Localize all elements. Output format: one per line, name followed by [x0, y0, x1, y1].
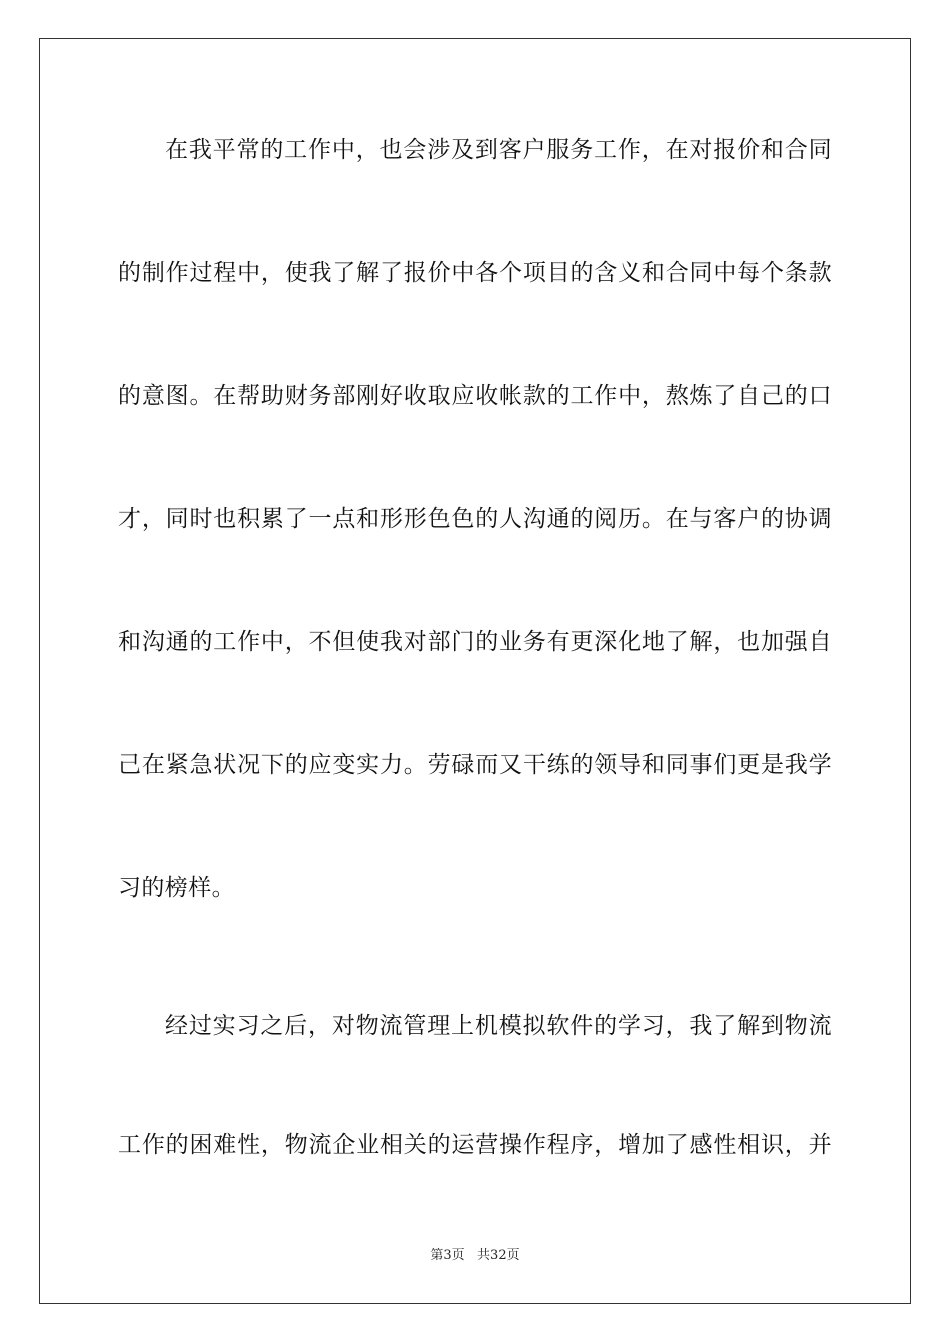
paragraph-1-line-7: 习的榜样。: [118, 875, 235, 901]
page-number-footer: 第3页 共32页: [430, 1248, 520, 1263]
paragraph-1-line-4: 才，同时也积累了一点和形形色色的人沟通的阅历。在与客户的协调: [118, 506, 832, 532]
paragraph-1-line-2: 的制作过程中，使我了解了报价中各个项目的含义和合同中每个条款: [118, 260, 832, 286]
paragraph-1-line-6: 己在紧急状况下的应变实力。劳碌而又干练的领导和同事们更是我学: [118, 752, 832, 778]
page-border: [39, 38, 911, 1304]
paragraph-2-line-2: 工作的困难性，物流企业相关的运营操作程序，增加了感性相识，并: [118, 1132, 832, 1158]
paragraph-1-line-3: 的意图。在帮助财务部刚好收取应收帐款的工作中，熬炼了自己的口: [118, 383, 832, 409]
paragraph-1-line-5: 和沟通的工作中，不但使我对部门的业务有更深化地了解，也加强自: [118, 629, 832, 655]
paragraph-1-line-1: 在我平常的工作中，也会涉及到客户服务工作，在对报价和合同: [165, 137, 832, 163]
paragraph-2-line-1: 经过实习之后，对物流管理上机模拟软件的学习，我了解到物流: [165, 1013, 832, 1039]
